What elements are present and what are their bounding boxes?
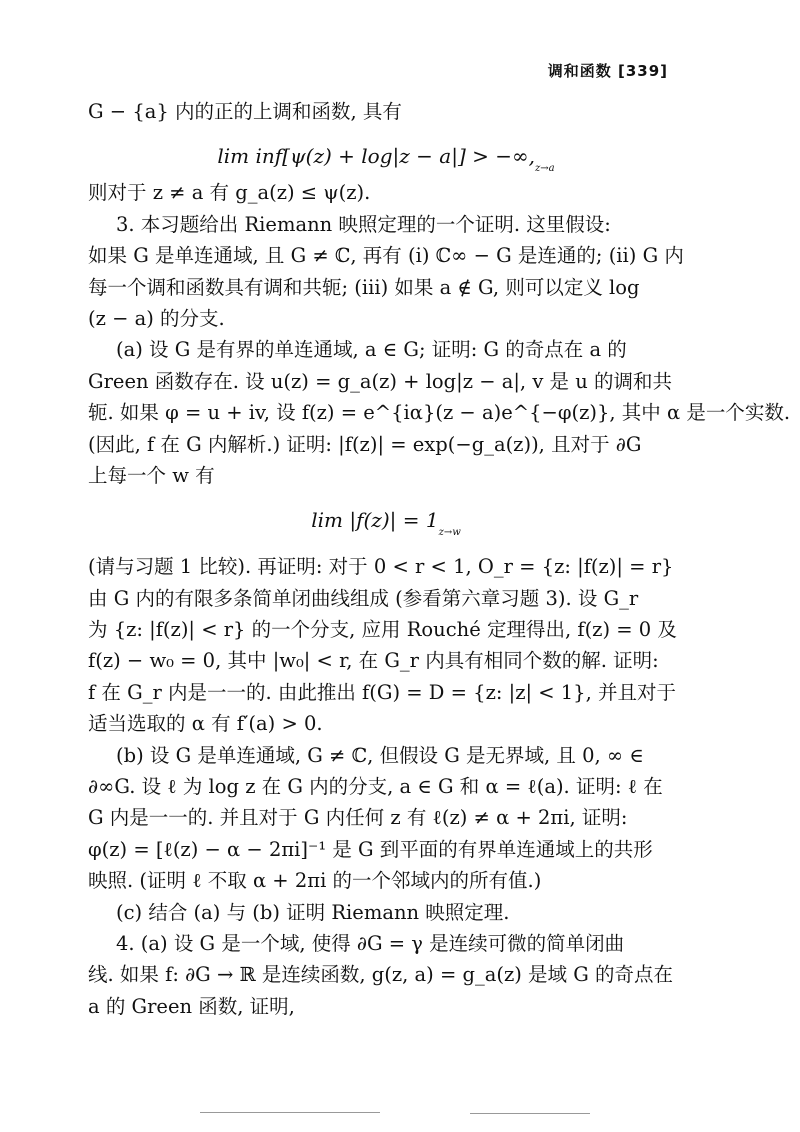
text-line: G 内是一一的. 并且对于 G 内任何 z 有 ℓ(z) ≠ α + 2πi, 证明: xyxy=(88,806,628,830)
text-line: ∂∞G. 设 ℓ 为 log z 在 G 内的分支, a ∈ G 和 α = ℓ(a). 证明: ℓ 在 xyxy=(88,775,663,799)
text-line: Green 函数存在. 设 u(z) = g_a(z) + log|z − a|, v 是 u 的调和共 xyxy=(88,369,673,393)
text-line: (a) 设 G 是有界的单连通域, a ∈ G; 证明: G 的奇点在 a 的 xyxy=(116,338,627,362)
text-line: 4. (a) 设 G 是一个域, 使得 ∂G = γ 是连续可微的简单闭曲 xyxy=(116,931,625,955)
text-line: (z − a) 的分支. xyxy=(88,306,225,330)
formula-text: lim |f(z)| = 1 xyxy=(311,508,439,533)
running-title: 调和函数 xyxy=(547,62,612,80)
text-line: 线. 如果 f: ∂G → ℝ 是连续函数, g(z, a) = g_a(z) 是域 G 的奇点在 xyxy=(88,963,674,987)
text-line: 由 G 内的有限多条简单闭曲线组成 (参看第六章习题 3). 设 G_r xyxy=(88,586,639,610)
text-body xyxy=(88,96,791,1022)
text-line: (b) 设 G 是单连通域, G ≠ ℂ, 但假设 G 是无界域, 且 0, ∞ ∈ xyxy=(116,743,644,767)
text-line: 轭. 如果 φ = u + iv, 设 f(z) = e^{iα}(z − a)e^{−φ(z)}, 其中 α 是一个实数. xyxy=(88,401,791,425)
text-line: (因此, f 在 G 内解析.) 证明: |f(z)| = exp(−g_a(z)), 且对于 ∂G xyxy=(88,432,642,456)
display-formula xyxy=(88,135,684,177)
scan-artifact xyxy=(470,1113,590,1114)
display-formula xyxy=(88,499,684,541)
text-line: 映照. (证明 ℓ 不取 α + 2πi 的一个邻域内的所有值.) xyxy=(88,869,542,893)
text-line: f 在 G_r 内是一一的. 由此推出 f(G) = D = {z: |z| < 1}, 并且对于 xyxy=(88,680,676,704)
text-line: (请与习题 1 比较). 再证明: 对于 0 < r < 1, O_r = {z: |f(z)| = r} xyxy=(88,555,674,579)
running-header xyxy=(548,60,668,81)
text-line: (c) 结合 (a) 与 (b) 证明 Riemann 映照定理. xyxy=(116,900,510,924)
text-line: 适当选取的 α 有 f′(a) > 0. xyxy=(88,712,323,736)
formula-limit-subscript: z→a xyxy=(535,163,555,175)
text-line: φ(z) = [ℓ(z) − α − 2πi]⁻¹ 是 G 到平面的有界单连通域上的共形 xyxy=(88,837,653,861)
text-line: 每一个调和函数具有调和共轭; (iii) 如果 a ∉ G, 则可以定义 log xyxy=(88,275,640,299)
formula-text: lim inf[ψ(z) + log|z − a|] > −∞, xyxy=(217,144,535,169)
scan-artifact xyxy=(200,1112,380,1113)
text-line: a 的 Green 函数, 证明, xyxy=(88,994,295,1018)
text-line: 为 {z: |f(z)| < r} 的一个分支, 应用 Rouché 定理得出, f(z) = 0 及 xyxy=(88,618,677,642)
text-line: 则对于 z ≠ a 有 g_a(z) ≤ ψ(z). xyxy=(88,181,371,205)
page-number: [339] xyxy=(617,62,668,80)
formula-limit-subscript: z→w xyxy=(438,527,461,539)
text-line: 3. 本习题给出 Riemann 映照定理的一个证明. 这里假设: xyxy=(116,212,611,236)
text-line: 如果 G 是单连通域, 且 G ≠ ℂ, 再有 (i) ℂ∞ − G 是连通的; (ii) G 内 xyxy=(88,244,684,268)
text-line: 上每一个 w 有 xyxy=(88,463,215,487)
text-line: G − {a} 内的正的上调和函数, 具有 xyxy=(88,100,402,123)
text-line: f(z) − w₀ = 0, 其中 |w₀| < r, 在 G_r 内具有相同个数的解. 证明: xyxy=(88,649,659,673)
